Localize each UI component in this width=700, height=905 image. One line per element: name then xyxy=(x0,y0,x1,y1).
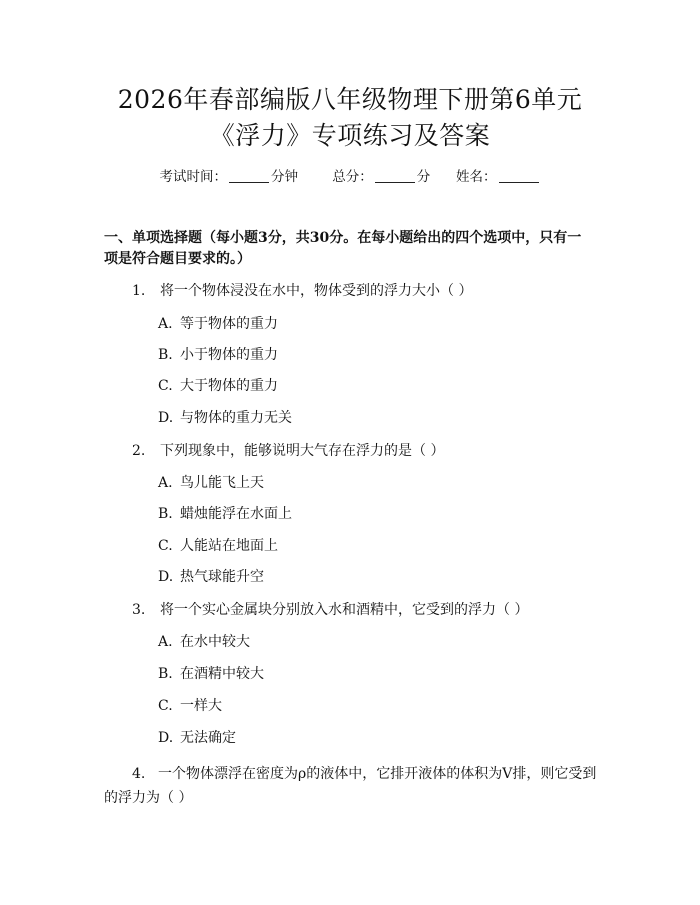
option-letter: A. xyxy=(158,634,173,650)
option-letter: B. xyxy=(158,506,173,522)
option-1c xyxy=(158,376,278,397)
option-letter: A. xyxy=(158,316,173,332)
option-letter: C. xyxy=(158,538,173,554)
option-letter: C. xyxy=(158,698,173,714)
option-text: 小于物体的重力 xyxy=(180,347,278,363)
option-text: 一样大 xyxy=(180,698,222,714)
question-number: 1. xyxy=(132,283,146,299)
option-2c xyxy=(158,536,278,557)
page-title-line1: 2026年春部编版八年级物理下册第6单元 xyxy=(117,85,583,114)
question-3 xyxy=(132,600,602,621)
question-1 xyxy=(132,281,602,302)
option-letter: D. xyxy=(158,730,174,746)
option-3d xyxy=(158,728,236,749)
question-number: 4. xyxy=(132,766,146,782)
option-letter: D. xyxy=(158,569,174,585)
question-number: 3. xyxy=(132,602,146,618)
section-heading: 一、单项选择题（每小题3分，共30分。在每小题给出的四个选项中，只有一项是符合题目要求的。） xyxy=(104,230,582,267)
name-label: 姓名： xyxy=(456,169,497,185)
page-title-line2: 《浮力》专项练习及答案 xyxy=(209,121,491,150)
option-2d xyxy=(158,567,264,588)
option-1a xyxy=(158,314,278,335)
option-letter: A. xyxy=(158,475,173,491)
name-blank[interactable] xyxy=(499,168,539,183)
option-text: 蜡烛能浮在水面上 xyxy=(180,506,292,522)
option-1d xyxy=(158,408,292,429)
option-text: 人能站在地面上 xyxy=(180,538,278,554)
option-3a xyxy=(158,632,250,653)
option-text: 鸟儿能飞上天 xyxy=(180,475,264,491)
option-letter: B. xyxy=(158,666,173,682)
exam-time-blank[interactable] xyxy=(229,168,269,183)
option-letter: B. xyxy=(158,347,173,363)
question-stem: 一个物体漂浮在密度为ρ的液体中，它排开液体的体积为V排，则它受到的浮力为（ ） xyxy=(104,766,597,806)
exam-time-unit: 分钟 xyxy=(270,169,298,185)
option-2a xyxy=(158,473,264,494)
exam-info-line xyxy=(0,167,700,187)
question-2 xyxy=(132,441,602,462)
question-number: 2. xyxy=(132,443,146,459)
question-stem: 将一个实心金属块分别放入水和酒精中，它受到的浮力（ ） xyxy=(160,602,529,618)
option-3b xyxy=(158,664,264,685)
option-text: 无法确定 xyxy=(180,730,236,746)
option-text: 等于物体的重力 xyxy=(180,316,278,332)
option-3c xyxy=(158,696,222,717)
option-text: 在水中较大 xyxy=(180,634,250,650)
total-score-unit: 分 xyxy=(416,169,431,185)
total-score-label: 总分： xyxy=(332,169,373,185)
question-stem: 下列现象中，能够说明大气存在浮力的是（ ） xyxy=(160,443,445,459)
option-text: 热气球能升空 xyxy=(180,569,264,585)
option-2b xyxy=(158,504,292,525)
question-stem: 将一个物体浸没在水中，物体受到的浮力大小（ ） xyxy=(160,283,473,299)
exam-time-label: 考试时间： xyxy=(159,169,227,185)
option-text: 在酒精中较大 xyxy=(180,666,264,682)
question-4 xyxy=(104,762,604,810)
option-letter: D. xyxy=(158,410,174,426)
option-text: 与物体的重力无关 xyxy=(180,410,292,426)
total-score-blank[interactable] xyxy=(375,168,415,183)
option-letter: C. xyxy=(158,378,173,394)
option-text: 大于物体的重力 xyxy=(180,378,278,394)
option-1b xyxy=(158,345,278,366)
